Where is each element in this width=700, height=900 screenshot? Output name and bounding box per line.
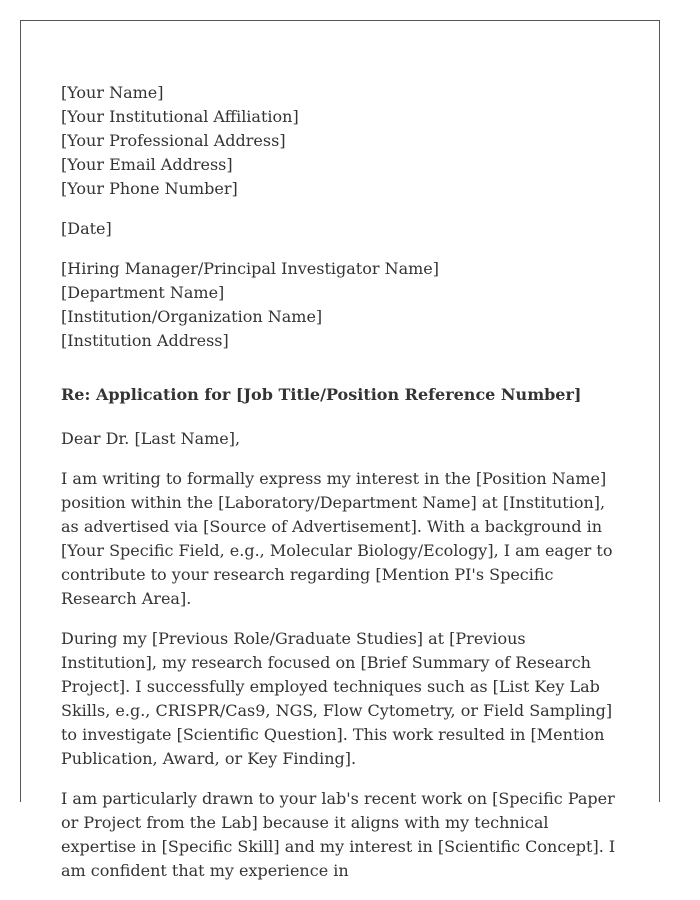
recipient-institution: [Institution/Organization Name] bbox=[61, 307, 323, 326]
recipient-department: [Department Name] bbox=[61, 283, 225, 302]
letter-content bbox=[61, 81, 621, 899]
letter-page bbox=[20, 20, 660, 880]
body-paragraph-1: I am writing to formally express my interest in the [Position Name] position within the [Laboratory/Department Name] at [Institution], as advertised via [Source of Advertisement]. With a background in [Your Specific Field, e.g., Molecular Biology/Ecology], I am eager to contribute to your research regarding [Mention PI's Specific Research Area]. bbox=[61, 469, 613, 608]
date-block bbox=[61, 217, 621, 241]
letter-date: [Date] bbox=[61, 219, 112, 238]
recipient-name: [Hiring Manager/Principal Investigator Name] bbox=[61, 259, 440, 278]
sender-name: [Your Name] bbox=[61, 83, 164, 102]
recipient-block bbox=[61, 257, 621, 353]
sender-affiliation: [Your Institutional Affiliation] bbox=[61, 107, 299, 126]
sender-block bbox=[61, 81, 621, 201]
subject-line: Re: Application for [Job Title/Position Reference Number] bbox=[61, 385, 582, 404]
salutation: Dear Dr. [Last Name], bbox=[61, 429, 241, 448]
sender-email: [Your Email Address] bbox=[61, 155, 233, 174]
sender-address: [Your Professional Address] bbox=[61, 131, 286, 150]
recipient-address: [Institution Address] bbox=[61, 331, 229, 350]
body-paragraph-3: I am particularly drawn to your lab's recent work on [Specific Paper or Project from the Lab] because it aligns with my technical expertise in [Specific Skill] and my interest in [Scientific Concept]. I am confident that my experience in bbox=[61, 789, 616, 880]
body-paragraph-2: During my [Previous Role/Graduate Studies] at [Previous Institution], my research focused on [Brief Summary of Research Project]. I successfully employed techniques such as [List Key Lab Skills, e.g., CRISPR/Cas9, NGS, Flow Cytometry, or Field Sampling] to investigate [Scientific Question]. This work resulted in [Mention Publication, Award, or Key Finding]. bbox=[61, 629, 613, 768]
sender-phone: [Your Phone Number] bbox=[61, 179, 238, 198]
